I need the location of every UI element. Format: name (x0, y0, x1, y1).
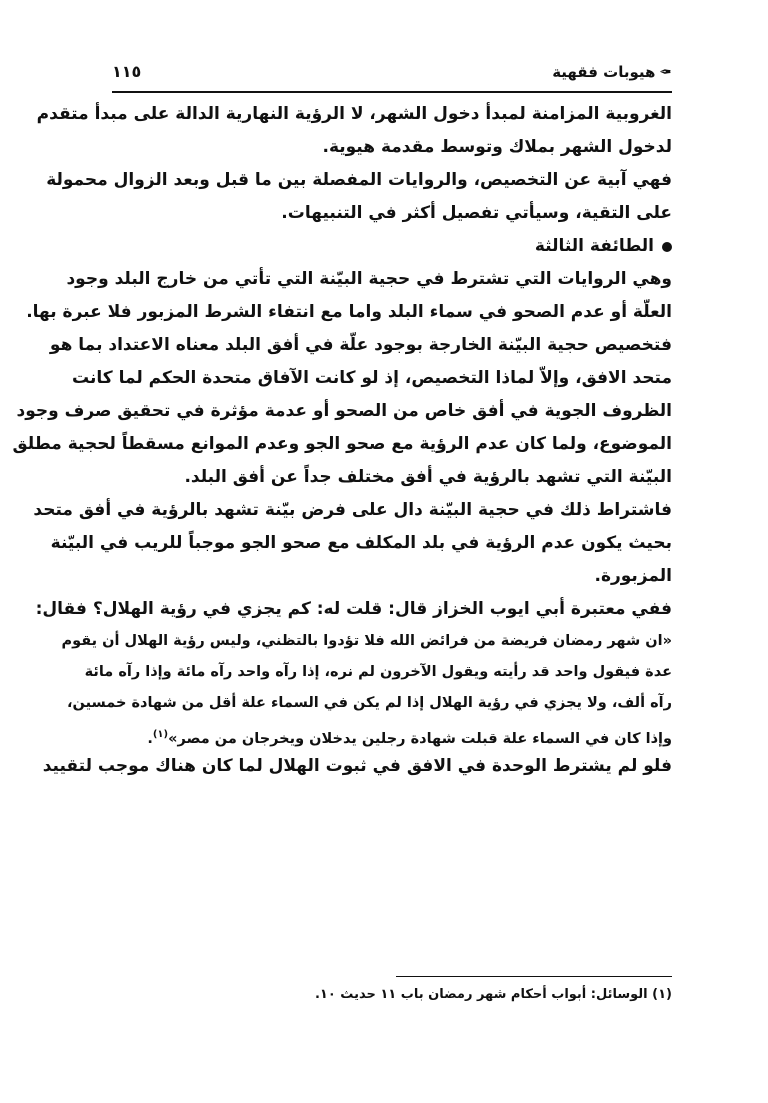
quote-line: «ان شهر رمضان فريضة من فرائض الله فلا تؤدوا بالتظني، وليس رؤية الهلال أن يقوم (61, 633, 672, 649)
footnote-marker: (١) (152, 729, 169, 740)
quote-line: وإذا كان في السماء علة قبلت شهادة رجلين يدخلان ويخرجان من مصر»$^{(١)}$. (147, 729, 672, 747)
body-line: البيّنة التي تشهد بالرؤية في أفق مختلف جداً عن أفق البلد. (184, 467, 672, 487)
page-number: ١١٥ (112, 62, 142, 81)
body-line: متحد الافق، وإلاّ لماذا التخصيص، إذ لو كانت الآفاق متحدة الحكم لما كانت (72, 368, 672, 388)
body-line: لدخول الشهر بملاك وتوسط مقدمة هيوية. (322, 137, 672, 157)
body-text (12, 98, 672, 783)
section-heading-text: الطائفة الثالثة (534, 236, 654, 256)
body-line: ففي معتبرة أبي ايوب الخزاز قال: قلت له: كم يجزي في رؤية الهلال؟ فقال: (35, 599, 672, 619)
body-line: الظروف الجوية في أفق خاص من الصحو أو عدمة مؤثرة في تحقيق صرف وجود (16, 401, 672, 421)
body-line: فتخصيص حجية البيّنة الخارجة بوجود علّة في أفق البلد معناه الاعتداد بما هو (49, 335, 672, 355)
body-line: المزبورة. (594, 566, 672, 586)
body-line: فاشتراط ذلك في حجية البيّنة دال على فرض بيّنة تشهد بالرؤية في أفق متحد (33, 500, 672, 520)
running-title-text: هيوبات فقهية (552, 63, 656, 81)
body-line: بحيث يكون عدم الرؤية في بلد المكلف مع صحو الجو موجباً للريب في البيّنة (50, 533, 672, 553)
header-divider (112, 91, 672, 93)
quote-line: رآه ألف، ولا يجزي في رؤية الهلال إذا لم يكن في السماء علة أقل من شهادة خمسين، (67, 695, 672, 711)
body-line: فلو لم يشترط الوحدة في الافق في ثبوت الهلال لما كان هناك موجب لتقييد (42, 756, 672, 776)
footnote: (١) الوسائل: أبواب أحكام شهر رمضان باب ١١ حديث ١٠. (314, 987, 672, 1002)
footnote-divider (396, 976, 672, 977)
body-line: العلّة أو عدم الصحو في سماء البلد واما مع انتفاء الشرط المزبور فلا عبرة بها. (26, 302, 672, 322)
body-line: الغروبية المزامنة لمبدأ دخول الشهر، لا الرؤية النهارية الدالة على مبدأ متقدم (36, 104, 672, 124)
quote-text: وإذا كان في السماء علة قبلت شهادة رجلين يدخلان ويخرجان من مصر» (168, 730, 672, 747)
body-line: وهي الروايات التي تشترط في حجية البيّنة التي تأتي من خارج البلد وجود (66, 269, 672, 289)
quote-line: عدة فيقول واحد قد رأيته ويقول الآخرون لم نره، إذا رآه واحد رآه مائة وإذا رآه مائة (84, 664, 672, 680)
page-header (112, 60, 672, 90)
section-heading (112, 230, 672, 263)
quill-pen-icon: ✒ (659, 63, 672, 81)
bullet-icon (662, 242, 672, 252)
running-title (552, 60, 672, 84)
body-line: على التقية، وسيأتي تفصيل أكثر في التنبيهات. (281, 203, 672, 223)
body-line: فهي آبية عن التخصيص، والروايات المفصلة بين ما قبل وبعد الزوال محمولة (46, 170, 672, 190)
body-line: الموضوع، ولما كان عدم الرؤية مع صحو الجو وعدم الموانع مسقطاً لحجية مطلق (12, 434, 672, 454)
